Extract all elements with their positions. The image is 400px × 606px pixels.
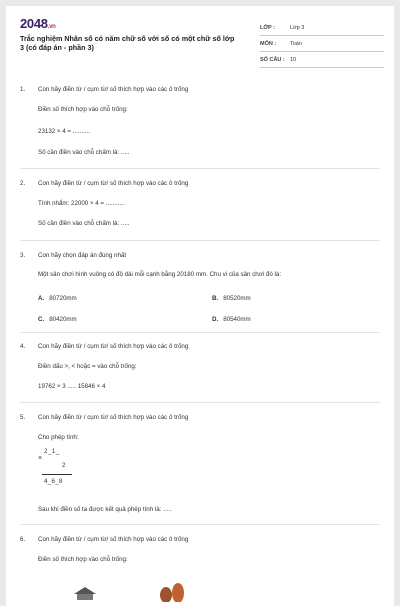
calc-top-number[interactable]: 2_1_ — [44, 448, 60, 455]
question-line[interactable]: 23132 × 4 = .......... — [38, 128, 90, 135]
question-line[interactable]: Tính nhẩm: 22000 × 4 = ........... — [38, 200, 125, 207]
header — [20, 16, 388, 68]
site-logo[interactable] — [20, 16, 56, 31]
question-line: Một sân chơi hình vuông có độ dài mỗi cạnh bằng 20180 mm. Chu vi của sân chơi đó là: — [38, 271, 282, 278]
logo-text: 2048 — [20, 16, 48, 31]
question-divider — [20, 402, 380, 403]
question-line[interactable]: Số cần điền vào chỗ chấm là: ..... — [38, 149, 130, 156]
question-line: Cho phép tính: — [38, 434, 79, 441]
meta-key: MÔN : — [260, 41, 277, 47]
multiply-sign: × — [38, 455, 43, 462]
option-letter: C. — [38, 316, 45, 323]
worksheet-page — [6, 6, 394, 606]
question-instruction: Con hãy chọn đáp án đúng nhất — [38, 252, 127, 259]
page-title: Trắc nghiệm Nhân số có năm chữ số với số có một chữ số lớp 3 (có đáp án - phần 3) — [20, 34, 235, 52]
question-instruction: Con hãy điền từ / cụm từ/ số thích hợp vào các ô trống — [38, 536, 189, 543]
meta-key: SỐ CÂU : — [260, 57, 285, 63]
option-text: 80540mm — [223, 316, 251, 323]
question-divider — [20, 524, 380, 525]
multiplication-layout — [38, 448, 84, 494]
option-text: 80520mm — [223, 295, 251, 302]
meta-row-class — [260, 20, 384, 36]
question-line[interactable]: 19762 × 3 ..... 15846 × 4 — [38, 383, 106, 390]
question-divider — [20, 332, 380, 333]
question-number: 6. — [20, 536, 26, 543]
meta-value: Toán — [290, 41, 302, 47]
question-line: Điền số thích hợp vào chỗ trống: — [38, 556, 128, 563]
question-divider — [20, 168, 380, 169]
option-letter: A. — [38, 295, 45, 302]
option-a[interactable] — [38, 295, 77, 302]
question-number: 3. — [20, 252, 26, 259]
question-number: 4. — [20, 343, 26, 350]
house-illustration — [72, 586, 98, 600]
option-b[interactable] — [212, 295, 251, 302]
meta-row-subject — [260, 36, 384, 52]
meta-table — [260, 20, 384, 68]
option-text: 80720mm — [49, 295, 77, 302]
option-letter: D. — [212, 316, 219, 323]
question-instruction: Con hãy điền từ / cụm từ/ số thích hợp vào các ô trống — [38, 414, 189, 421]
boxes-illustration — [156, 582, 190, 602]
question-number: 5. — [20, 414, 26, 421]
calc-multiplier: 2 — [62, 462, 66, 469]
meta-key: LỚP : — [260, 25, 275, 31]
option-text: 80420mm — [49, 316, 77, 323]
question-number: 2. — [20, 180, 26, 187]
question-instruction: Con hãy điền từ / cụm từ/ số thích hợp vào các ô trống — [38, 343, 189, 350]
option-letter: B. — [212, 295, 219, 302]
question-divider — [20, 240, 380, 241]
question-line: Điền số thích hợp vào chỗ trống: — [38, 106, 128, 113]
meta-value: 10 — [290, 57, 297, 63]
calc-rule — [42, 474, 72, 475]
calc-result[interactable]: 4_6_8 — [44, 478, 63, 485]
question-instruction: Con hãy điền từ / cụm từ/ số thích hợp vào các ô trống — [38, 180, 189, 187]
option-c[interactable] — [38, 316, 77, 323]
logo-suffix: .vn — [47, 24, 56, 30]
option-d[interactable] — [212, 316, 251, 323]
meta-value: Lớp 3 — [290, 25, 305, 31]
question-instruction: Con hãy điền từ / cụm từ/ số thích hợp vào các ô trống — [38, 86, 189, 93]
question-number: 1. — [20, 86, 26, 93]
meta-row-count — [260, 52, 384, 68]
question-line[interactable]: Sau khi điền số ta được kết quả phép tính là: ..... — [38, 506, 172, 513]
question-line[interactable]: Số cần điền vào chỗ chấm là: ..... — [38, 220, 130, 227]
question-line: Điền dấu >, < hoặc = vào chỗ trống: — [38, 363, 137, 370]
